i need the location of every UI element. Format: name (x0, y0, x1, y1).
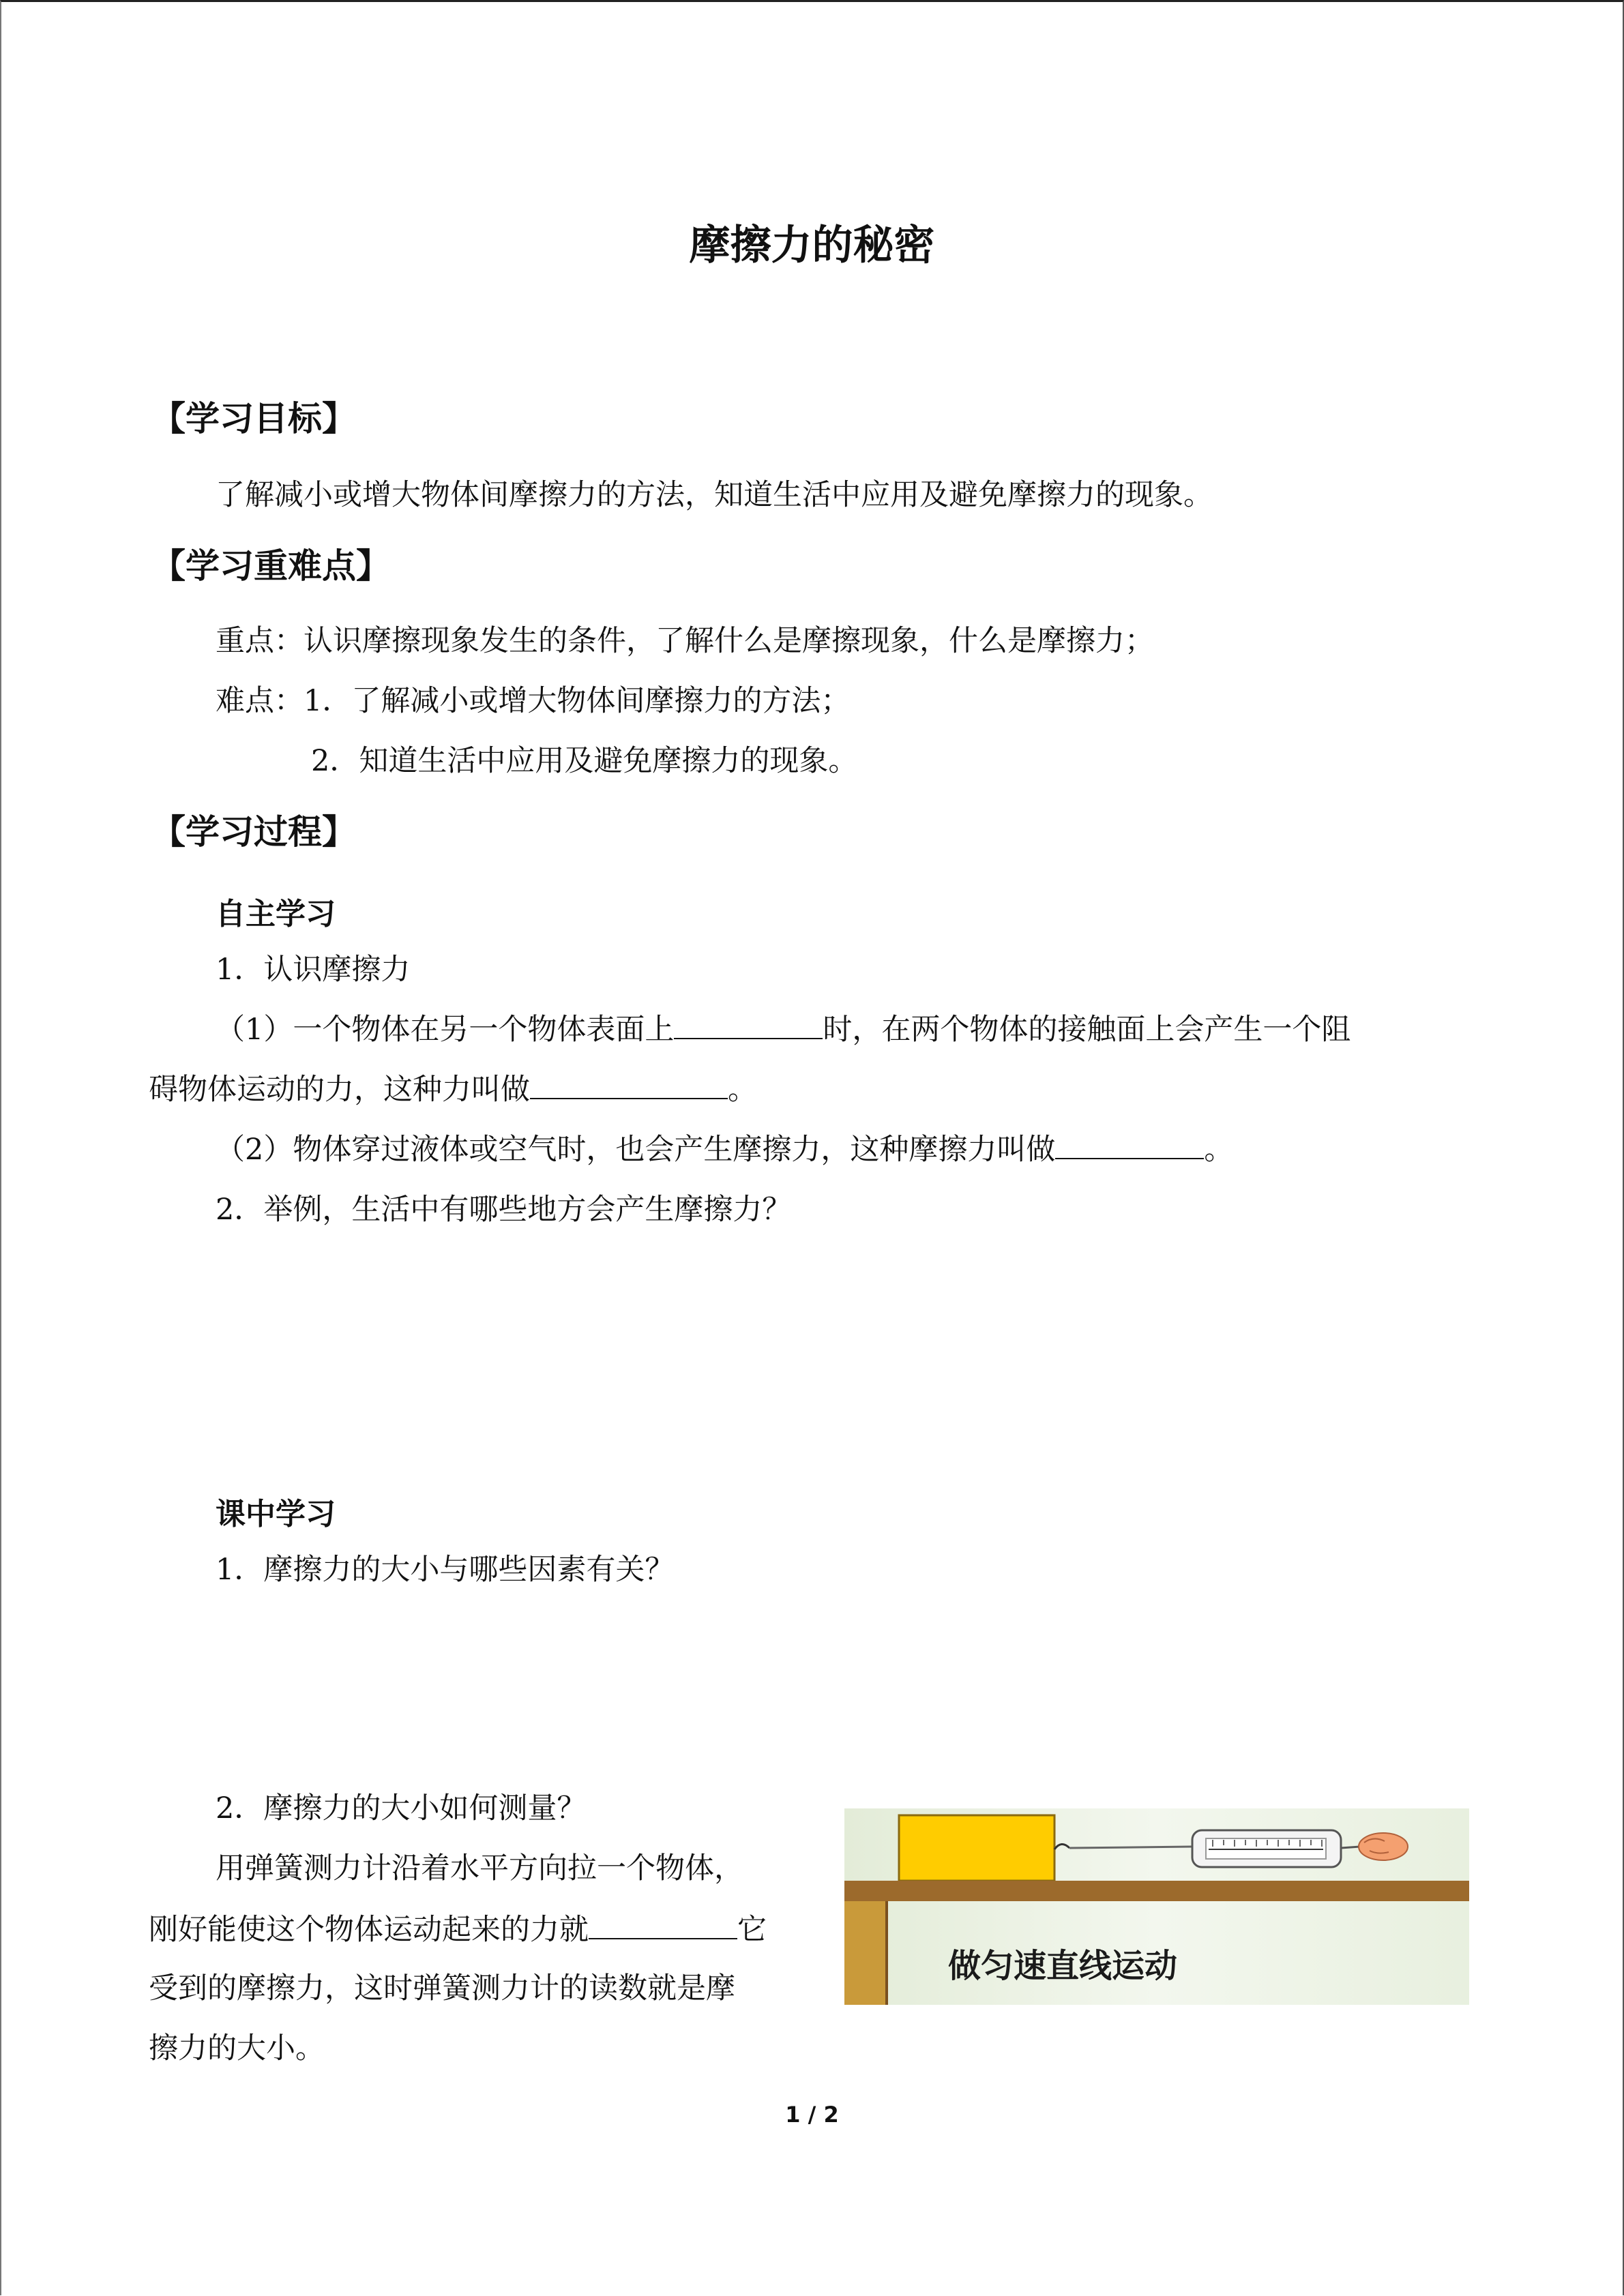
q1-2-end: 。 (1204, 1133, 1234, 1167)
section-heading-key: 【学习重难点】 (151, 546, 390, 586)
friction-measurement-figure (844, 1808, 1469, 2005)
answer-blank-2[interactable] (530, 1068, 728, 1099)
spring-scale-icon (1192, 1830, 1360, 1867)
class-study-q2-line4: 擦力的大小。 (149, 2031, 325, 2066)
class-study-q2-line2 (149, 1908, 767, 1950)
hand-icon (1359, 1833, 1408, 1860)
section-heading-process: 【学习过程】 (151, 812, 356, 852)
table-top (844, 1881, 1469, 1901)
subheading-self-study: 自主学习 (216, 897, 336, 931)
q1-1-text-a: （1）一个物体在另一个物体表面上 (216, 1013, 675, 1047)
goal-text: 了解减小或增大物体间摩擦力的方法，知道生活中应用及避免摩擦力的现象。 (216, 478, 1213, 512)
wooden-block (899, 1815, 1054, 1881)
answer-blank-3[interactable] (1055, 1128, 1204, 1159)
class-study-q2: 2．摩擦力的大小如何测量？ (216, 1791, 587, 1825)
section-heading-goal: 【学习目标】 (151, 399, 356, 438)
class-study-q2-line1: 用弹簧测力计沿着水平方向拉一个物体， (216, 1851, 743, 1885)
q2-text-a: 刚好能使这个物体运动起来的力就 (149, 1913, 589, 1947)
answer-blank-4[interactable] (589, 1908, 737, 1939)
table-leg (844, 1901, 885, 2005)
q1-1-end: 。 (728, 1073, 757, 1107)
key-difficulty-1: 难点：1．了解减小或增大物体间摩擦力的方法； (216, 684, 851, 718)
answer-blank-1[interactable] (674, 1008, 823, 1039)
q1-1-text-c: 碍物体运动的力，这种力叫做 (149, 1073, 530, 1107)
self-study-q1-1-line1 (216, 1008, 1350, 1050)
self-study-q2: 2．举例，生活中有哪些地方会产生摩擦力？ (216, 1193, 792, 1227)
class-study-q2-line3: 受到的摩擦力，这时弹簧测力计的读数就是摩 (149, 1971, 735, 2006)
self-study-q1: 1．认识摩擦力 (216, 953, 411, 987)
page-number: 1 / 2 (785, 2102, 839, 2128)
page-title: 摩擦力的秘密 (689, 222, 935, 269)
q1-1-text-b: 时，在两个物体的接触面上会产生一个阻 (823, 1013, 1351, 1047)
key-difficulty-2: 2．知道生活中应用及避免摩擦力的现象。 (311, 744, 858, 778)
string (1069, 1847, 1192, 1848)
self-study-q1-1-line2 (149, 1068, 757, 1110)
self-study-q1-2 (216, 1128, 1233, 1170)
figure-caption: 做匀速直线运动 (948, 1947, 1178, 1985)
key-focus-text: 重点：认识摩擦现象发生的条件，了解什么是摩擦现象，什么是摩擦力； (216, 624, 1154, 658)
q1-2-text: （2）物体穿过液体或空气时，也会产生摩擦力，这种摩擦力叫做 (216, 1133, 1056, 1167)
class-study-q1: 1．摩擦力的大小与哪些因素有关？ (216, 1553, 675, 1587)
q2-text-b: 它 (737, 1913, 767, 1947)
subheading-class-study: 课中学习 (216, 1497, 336, 1532)
